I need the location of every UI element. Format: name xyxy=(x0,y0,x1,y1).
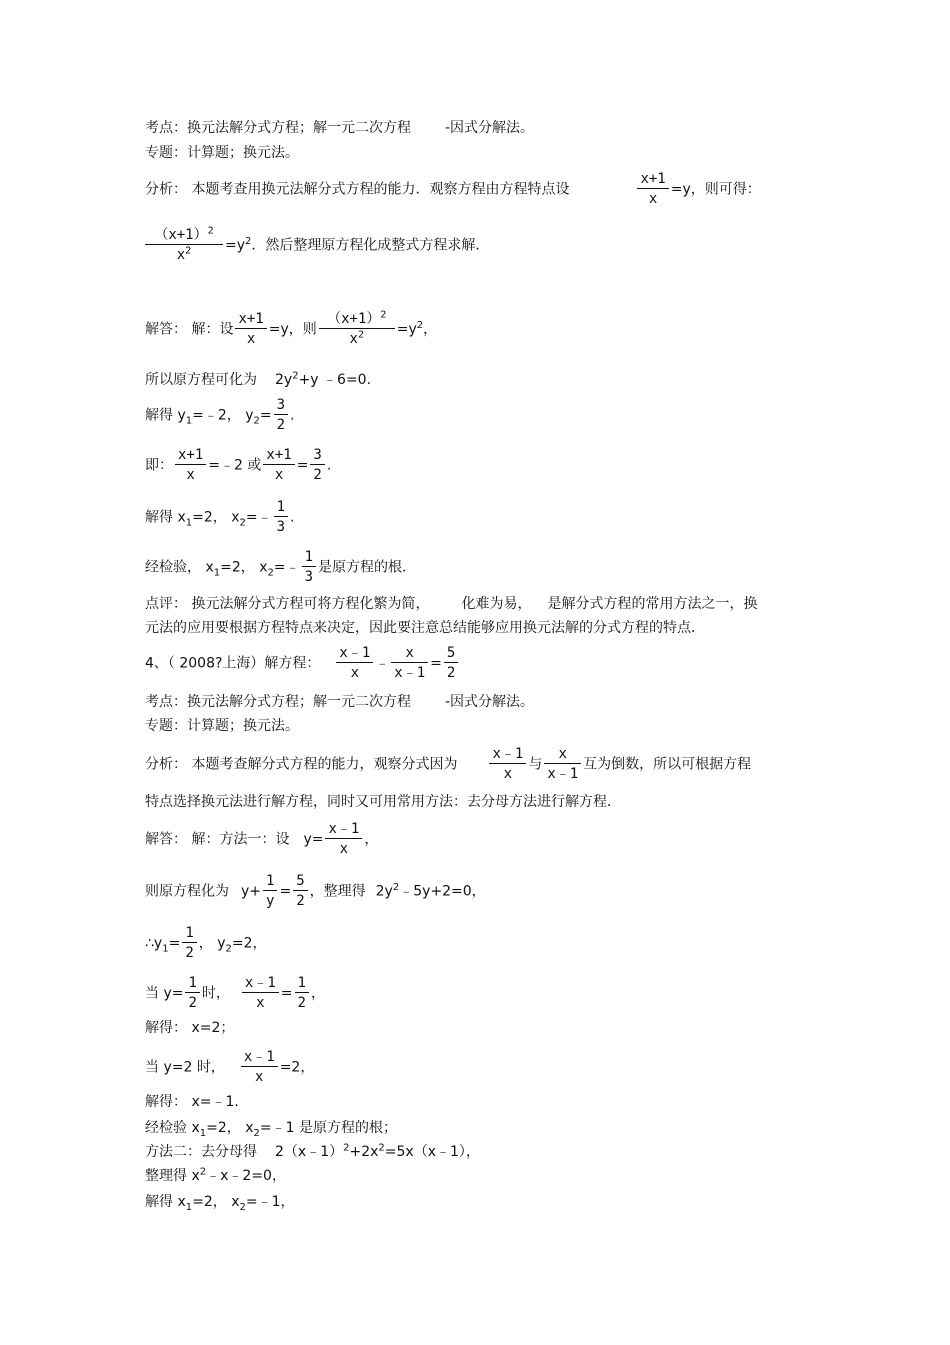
l20-text-b: = xyxy=(168,935,181,952)
l3-text-b: =y，则可得： xyxy=(670,181,761,198)
l24-text: 解得： x=﹣1． xyxy=(145,1094,249,1110)
l28-text-b: =2， x xyxy=(192,1194,240,1210)
l18-text-c: ， xyxy=(364,831,379,848)
l10-text-d: 是原方程的根． xyxy=(318,559,417,576)
l13-text-a: 4、（ 2008?上海）解方程： xyxy=(145,655,321,672)
l20-line xyxy=(145,924,267,963)
l14-text-a: 考点：换元法解分式方程；解一元二次方程 xyxy=(145,694,411,710)
l21-line xyxy=(145,974,325,1013)
l21-fraction-1: $\frac{1}{2}$ xyxy=(185,974,199,1013)
l26-text-d: =5x（x﹣1）， xyxy=(384,1144,480,1160)
l18-fraction: $\frac{x﹣1}{x}$ xyxy=(325,820,362,859)
l8-fraction-3: $\frac{3}{2}$ xyxy=(310,446,324,485)
l21-fraction-2: $\frac{x﹣1}{x}$ xyxy=(242,974,279,1013)
l7-text-c: = xyxy=(259,407,272,424)
l11-text-b: 化难为易， xyxy=(461,596,532,612)
l4-sup: 2 xyxy=(245,235,252,247)
l12-text: 元法的应用要根据方程特点来决定，因此要注意总结能够应用换元法解的分式方程的特点． xyxy=(145,620,705,636)
l9-text-d: . xyxy=(290,509,295,526)
l20-fraction: $\frac{1}{2}$ xyxy=(182,924,196,963)
l19-sup: 2 xyxy=(392,881,400,893)
l7-line xyxy=(145,396,295,435)
l16-fraction-2: $\frac{x}{x﹣1}$ xyxy=(544,745,581,784)
l22-text: 解得： x=2； xyxy=(145,1020,235,1036)
l19-line xyxy=(145,872,486,911)
l9-sub-1: 1 xyxy=(185,517,193,529)
l20-text-d: =2， xyxy=(231,935,267,952)
l28-sub-2: 2 xyxy=(239,1201,246,1213)
l19-text-c: = xyxy=(279,883,292,900)
l3-line xyxy=(145,170,761,209)
l9-fraction: $\frac{1}{3}$ xyxy=(274,498,288,537)
l25-sub-1: 1 xyxy=(199,1127,207,1139)
l1-text-b: -因式分解法。 xyxy=(445,120,535,136)
l20-text-a: ∴y xyxy=(145,935,163,952)
l19-text-f: ﹣5y+2=0， xyxy=(399,883,486,900)
l15-text: 专题：计算题；换元法。 xyxy=(145,718,299,734)
l7-sub-1: 1 xyxy=(185,415,193,427)
l18-text-a: 解答： 解：方法一：设 xyxy=(145,831,290,848)
l5-line xyxy=(145,310,437,349)
l13-fraction-2: $\frac{x}{x﹣1}$ xyxy=(391,644,428,683)
l21-text-c: = xyxy=(280,985,293,1002)
l16-text-a: 分析： 本题考查解分式方程的能力，观察分式因为 xyxy=(145,756,458,773)
l8-text-d: . xyxy=(326,457,332,474)
l10-sub-1: 1 xyxy=(213,567,221,579)
l25-text-b: =2， x xyxy=(206,1120,254,1136)
l6-text-a: 所以原方程可化为 xyxy=(145,372,257,388)
l4-line xyxy=(143,226,489,265)
l7-text-d: . xyxy=(290,407,295,424)
l27-text-a: 整理得 x xyxy=(145,1168,200,1184)
l26-text-a: 方法二：去分母得 xyxy=(145,1144,257,1160)
l10-text-b: =2， x xyxy=(220,559,268,576)
l5-fraction-2: $\frac{(x+1)^2}{x^2}$ xyxy=(319,310,395,349)
l4-fraction: $\frac{(x+1)^2}{x^2}$ xyxy=(145,226,223,265)
l27-line xyxy=(145,1166,286,1186)
l8-fraction-1: $\frac{x+1}{x}$ xyxy=(175,446,206,485)
l9-text-c: =﹣ xyxy=(245,509,272,526)
l8-line xyxy=(145,446,331,485)
l13-fraction-3: $\frac{5}{2}$ xyxy=(444,644,458,683)
l5-text-a: 解答： 解：设 xyxy=(145,321,234,338)
l14-text-b: -因式分解法。 xyxy=(445,694,535,710)
l23-text-a: 当 y=2 时， xyxy=(145,1059,225,1076)
l15-line xyxy=(145,716,299,736)
l27-sup: 2 xyxy=(199,1166,207,1178)
l28-text-a: 解得 x xyxy=(145,1194,186,1210)
l2-text: 专题：计算题；换元法。 xyxy=(145,145,299,161)
l2-line xyxy=(145,143,299,163)
l22-line xyxy=(145,1018,234,1038)
l10-fraction: $\frac{1}{3}$ xyxy=(302,548,316,587)
l9-text-b: =2， x xyxy=(192,509,240,526)
l9-sub-2: 2 xyxy=(239,517,246,529)
l25-text-a: 经检验 x xyxy=(145,1120,200,1136)
l21-text-a: 当 y= xyxy=(145,985,184,1002)
l19-text-d: ，整理得 xyxy=(309,883,366,900)
l3-fraction: $\frac{x+1}{x}$ xyxy=(637,170,668,209)
l5-sup: 2 xyxy=(416,319,424,331)
l11-text-a: 点评： 换元法解分式方程可将方程化繁为简， xyxy=(145,596,430,612)
l9-text-a: 解得 x xyxy=(145,509,186,526)
l5-text-d: ， xyxy=(423,321,438,338)
l26-text-b: 2（x﹣1） xyxy=(275,1144,344,1160)
l18-text-b: y= xyxy=(303,831,324,848)
l16-fraction-1: $\frac{x﹣1}{x}$ xyxy=(489,745,526,784)
l26-text-c: +2x xyxy=(349,1144,379,1160)
l23-fraction: $\frac{x﹣1}{x}$ xyxy=(241,1048,278,1087)
l21-fraction-3: $\frac{1}{2}$ xyxy=(295,974,309,1013)
l25-sub-2: 2 xyxy=(253,1127,260,1139)
l28-sub-1: 1 xyxy=(185,1201,193,1213)
l25-line xyxy=(145,1118,397,1138)
l24-line xyxy=(145,1092,248,1112)
l26-sup-1: 2 xyxy=(343,1142,350,1154)
l5-text-b: =y，则 xyxy=(268,321,317,338)
l8-text-c: = xyxy=(296,457,309,474)
l5-text-c: =y xyxy=(396,321,417,338)
l7-fraction: $\frac{3}{2}$ xyxy=(274,396,288,435)
l19-text-e: 2y xyxy=(375,883,393,900)
l16-text-c: 互为倒数，所以可根据方程 xyxy=(583,756,752,773)
l20-sub-2: 2 xyxy=(225,943,232,955)
l10-text-c: =﹣ xyxy=(273,559,300,576)
l3-text-a: 分析： 本题考查用换元法解分式方程的能力．观察方程由方程特点设 xyxy=(145,181,570,198)
l4-text-b: =y xyxy=(225,237,246,254)
l28-text-c: =﹣1， xyxy=(245,1194,295,1210)
l20-sub-1: 1 xyxy=(162,943,169,955)
l26-sup-2: 2 xyxy=(378,1142,385,1154)
l28-line xyxy=(145,1192,295,1212)
l13-fraction-1: $\frac{x﹣1}{x}$ xyxy=(336,644,373,683)
l17-text: 特点选择换元法进行解方程，同时又可用常用方法：去分母方法进行解方程． xyxy=(145,794,621,810)
l7-text-b: =﹣2， y xyxy=(192,407,254,424)
l9-line xyxy=(145,498,295,537)
l13-line xyxy=(145,644,460,683)
l19-text-a: 则原方程化为 xyxy=(145,883,229,900)
l13-text-b: ﹣ xyxy=(375,655,390,672)
l8-text-a: 即： xyxy=(145,457,173,474)
l6-sup: 2 xyxy=(292,370,299,382)
l20-text-c: ， y xyxy=(198,935,226,952)
l11-line xyxy=(145,594,757,614)
l7-sub-2: 2 xyxy=(253,415,260,427)
l7-text-a: 解得 y xyxy=(145,407,186,424)
l23-text-b: =2， xyxy=(279,1059,315,1076)
l19-fraction-1: $\frac{1}{y}$ xyxy=(263,872,277,911)
l10-text-a: 经检验， x xyxy=(145,559,214,576)
l25-text-c: =﹣1 是原方程的根； xyxy=(259,1120,397,1136)
l6-line xyxy=(145,370,371,390)
l23-line xyxy=(145,1048,314,1087)
l4-text-c: ．然后整理原方程化成整式方程求解． xyxy=(251,237,490,254)
l27-text-b: ﹣x﹣2=0， xyxy=(206,1168,286,1184)
l8-fraction-2: $\frac{x+1}{x}$ xyxy=(263,446,294,485)
l21-text-b: 时， xyxy=(201,985,230,1002)
l5-fraction-1: $\frac{x+1}{x}$ xyxy=(235,310,266,349)
l21-text-d: ， xyxy=(310,985,325,1002)
l16-text-b: 与 xyxy=(528,756,543,773)
l17-line xyxy=(145,792,621,812)
l8-text-b: =﹣2 或 xyxy=(208,457,262,474)
l11-text-c: 是解分式方程的常用方法之一，换 xyxy=(547,596,758,612)
l12-line xyxy=(145,618,705,638)
l6-text-c: +y ﹣6=0. xyxy=(298,372,372,388)
l18-line xyxy=(145,820,378,859)
l14-line xyxy=(145,692,534,712)
l1-text-a: 考点：换元法解分式方程；解一元二次方程 xyxy=(145,120,411,136)
l1-line xyxy=(145,118,534,138)
l13-text-c: = xyxy=(430,655,442,672)
l6-text-b: 2y xyxy=(275,372,293,388)
l10-line xyxy=(145,548,416,587)
l16-line xyxy=(145,745,751,784)
l26-line xyxy=(145,1142,480,1162)
l19-text-b: y+ xyxy=(241,883,262,900)
l19-fraction-2: $\frac{5}{2}$ xyxy=(293,872,307,911)
l10-sub-2: 2 xyxy=(267,567,274,579)
